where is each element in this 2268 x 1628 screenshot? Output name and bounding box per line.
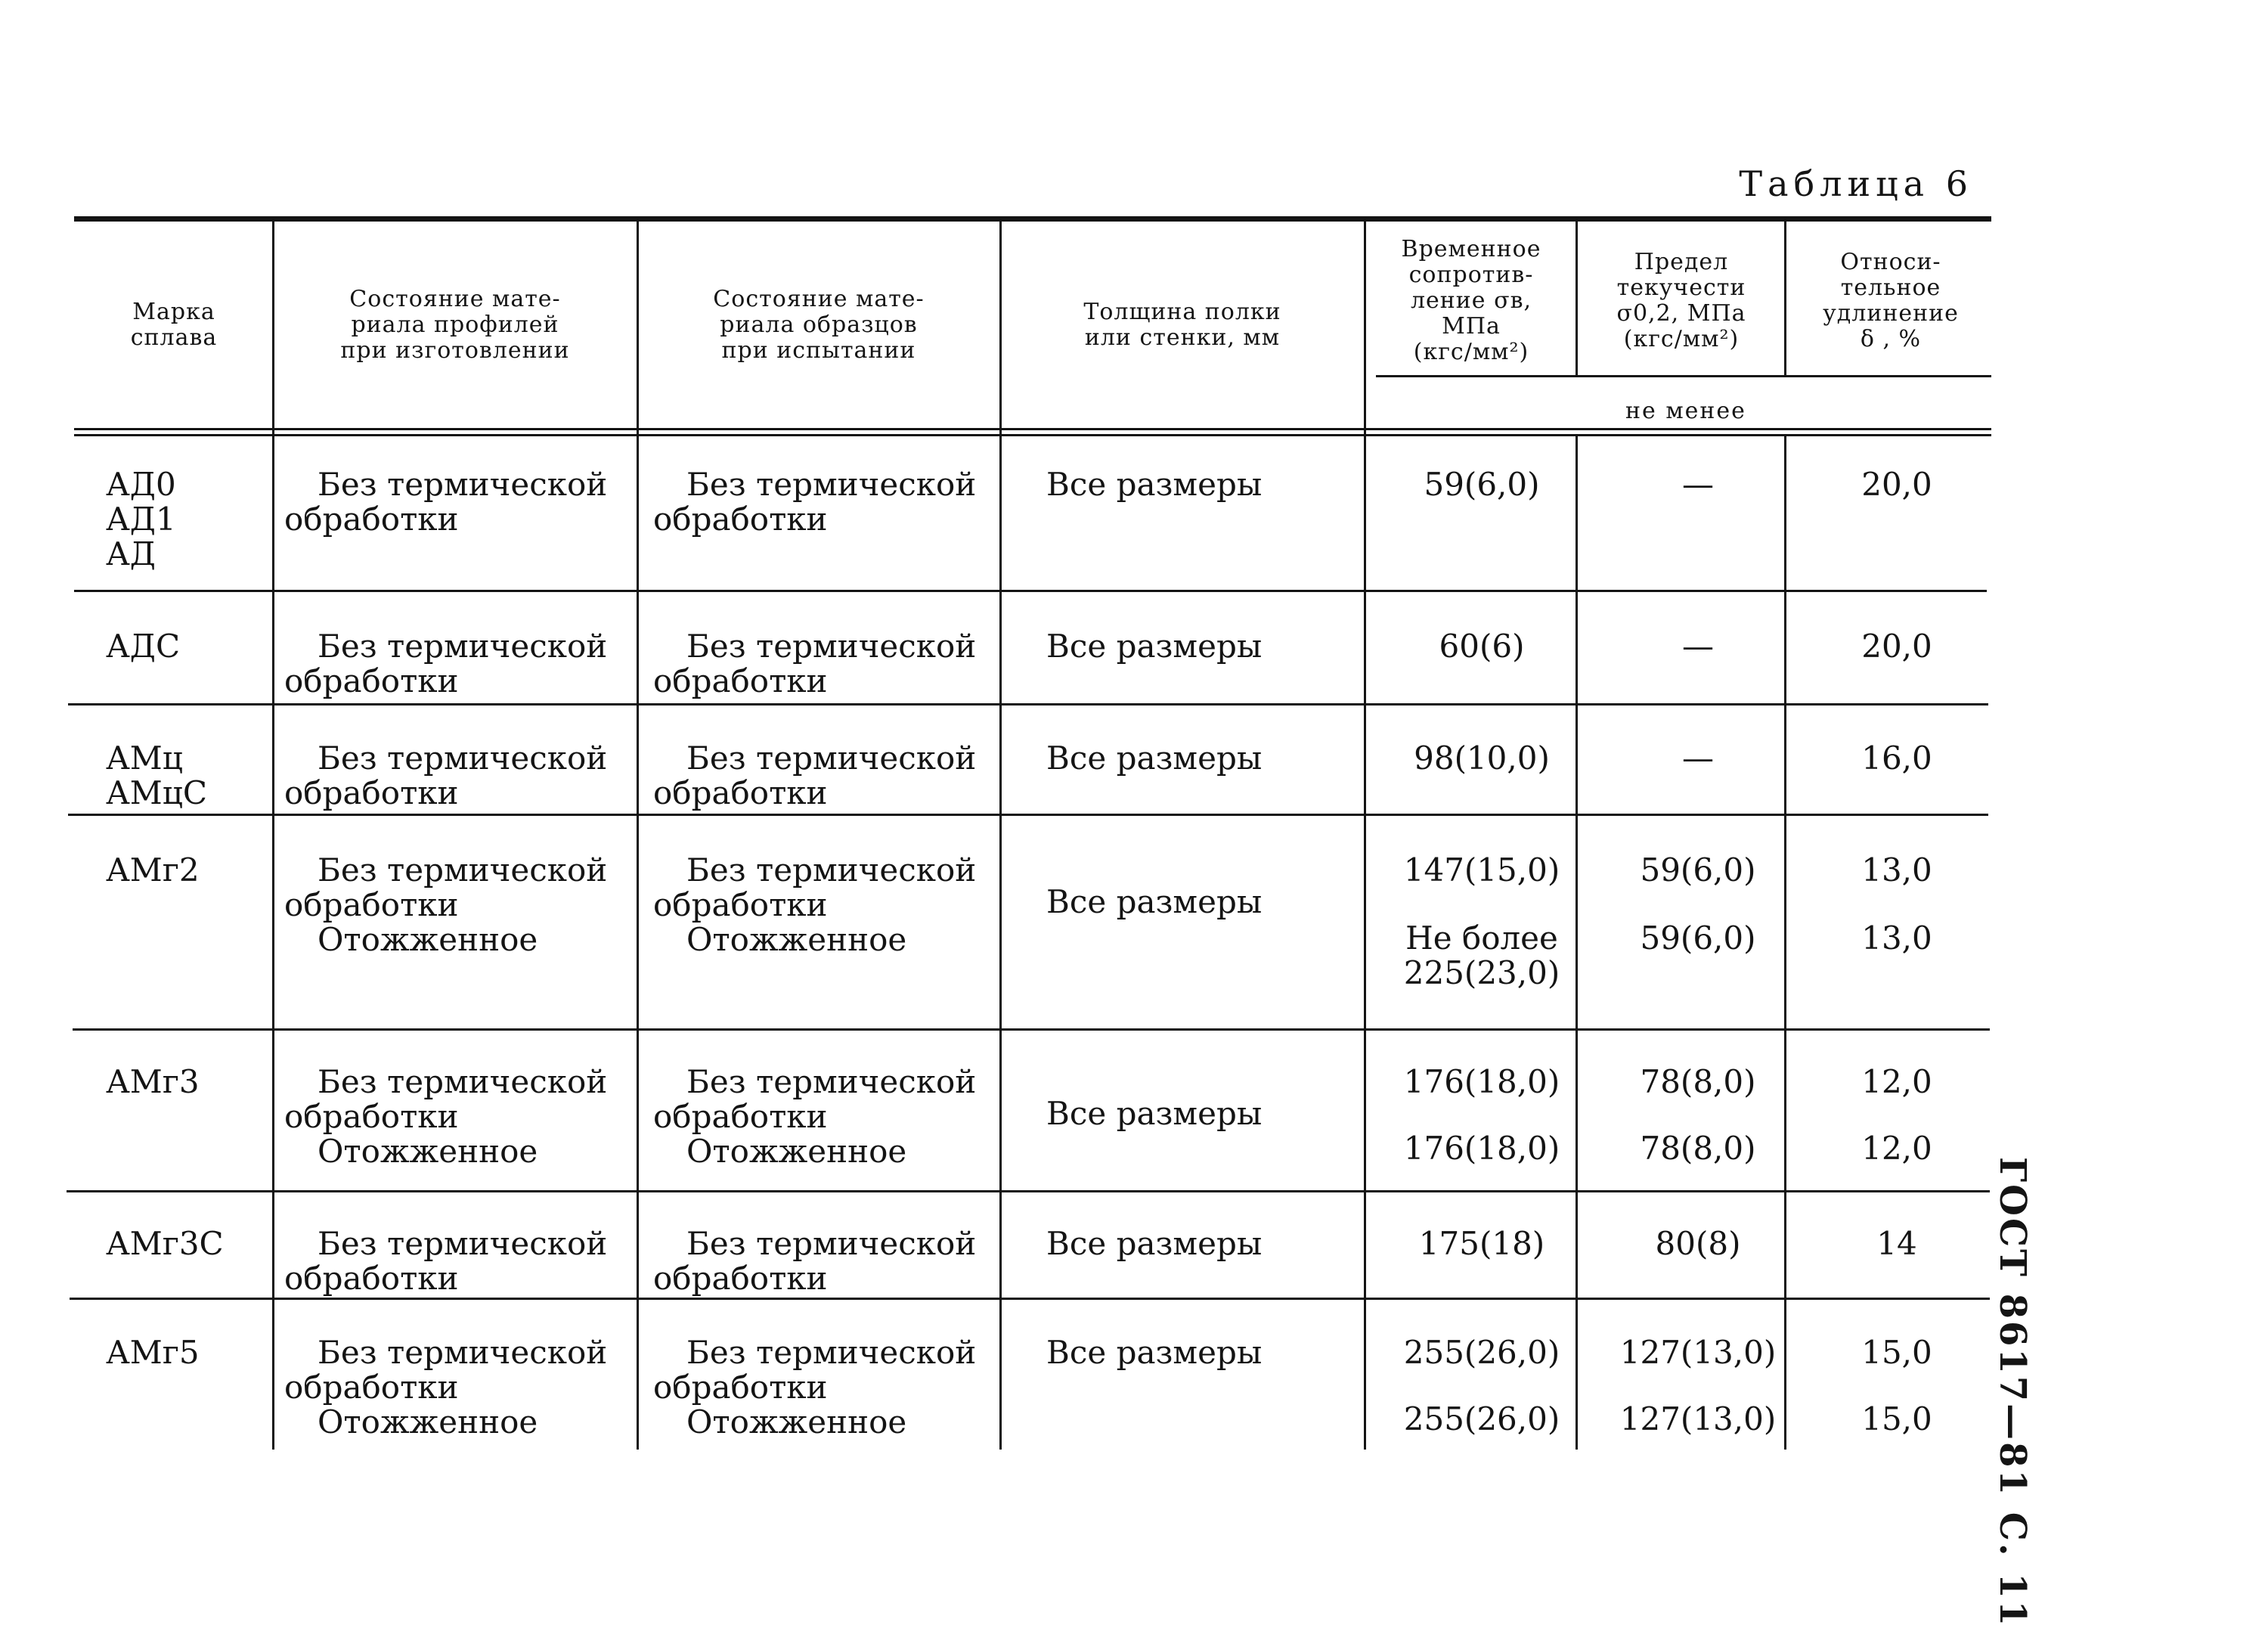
header-thickness: Толщина полки или стенки, мм bbox=[1083, 299, 1281, 351]
row-divider bbox=[74, 590, 1987, 592]
cell-tensile-strength: 176(18,0) 176(18,0) bbox=[1403, 1063, 1560, 1167]
column-divider bbox=[1364, 221, 1366, 1450]
header-subheader: не менее bbox=[1625, 398, 1746, 424]
cell-elongation: 14 bbox=[1876, 1225, 1917, 1262]
cell-grade: АМг2 bbox=[106, 851, 200, 888]
row-divider bbox=[70, 1298, 1990, 1300]
header-elongation: Относи- тельное удлинение δ , % bbox=[1823, 249, 1959, 352]
page-side-label: ГОСТ 8617—81 С. 11 bbox=[1991, 1157, 2034, 1628]
cell-state-manufacture: Без термической обработки Отожженное bbox=[284, 1334, 608, 1440]
cell-state-manufacture: Без термической обработки bbox=[284, 1225, 608, 1297]
cell-yield-strength: 127(13,0) 127(13,0) bbox=[1619, 1334, 1777, 1437]
header-bottom-rule bbox=[74, 428, 1991, 430]
cell-yield-strength: — bbox=[1682, 628, 1714, 665]
column-divider bbox=[999, 221, 1002, 1450]
cell-grade: АМц АМцС bbox=[106, 740, 207, 811]
cell-tensile-strength: 98(10,0) bbox=[1414, 740, 1550, 777]
cell-state-testing: Без термической обработки Отожженное bbox=[653, 1334, 977, 1440]
cell-elongation: 15,0 15,0 bbox=[1861, 1334, 1932, 1437]
cell-yield-strength: — bbox=[1682, 466, 1714, 503]
header-bottom-rule-2 bbox=[74, 434, 1991, 436]
cell-state-manufacture: Без термической обработки Отожженное bbox=[284, 851, 608, 958]
row-divider bbox=[73, 1028, 1990, 1031]
header-yield-strength: Предел текучести σ0,2, МПа (кгс/мм²) bbox=[1616, 249, 1746, 352]
table-top-rule bbox=[74, 216, 1991, 222]
cell-state-manufacture: Без термической обработки bbox=[284, 740, 608, 811]
cell-state-testing: Без термической обработки bbox=[653, 740, 977, 811]
cell-thickness: Все размеры bbox=[1046, 1334, 1263, 1371]
cell-yield-strength: 59(6,0) 59(6,0) bbox=[1640, 851, 1756, 957]
cell-grade: АД0 АД1 АД bbox=[106, 466, 176, 572]
cell-thickness: Все размеры bbox=[1046, 628, 1263, 665]
cell-tensile-strength: 59(6,0) bbox=[1424, 466, 1540, 503]
cell-state-testing: Без термической обработки bbox=[653, 466, 977, 538]
cell-elongation: 12,0 12,0 bbox=[1861, 1063, 1932, 1167]
cell-tensile-strength: 147(15,0) Не более 225(23,0) bbox=[1403, 851, 1560, 991]
table-caption: Таблица 6 bbox=[1739, 163, 1973, 204]
header-tensile-strength: Временное сопротив- ление σв, МПа (кгс/мм²) bbox=[1401, 236, 1541, 365]
cell-thickness: Все размеры bbox=[1046, 466, 1263, 503]
cell-state-testing: Без термической обработки Отожженное bbox=[653, 851, 977, 958]
column-divider bbox=[637, 221, 639, 1450]
cell-yield-strength: — bbox=[1682, 740, 1714, 777]
cell-elongation: 20,0 bbox=[1861, 466, 1932, 503]
column-divider bbox=[1784, 221, 1786, 377]
header-grade: Марка сплава bbox=[130, 299, 218, 351]
header-state-manufacture: Состояние мате- риала профилей при изготовлении bbox=[340, 286, 570, 364]
cell-yield-strength: 80(8) bbox=[1655, 1225, 1741, 1262]
cell-grade: АМг5 bbox=[106, 1334, 200, 1371]
cell-thickness: Все размеры bbox=[1046, 1225, 1263, 1262]
cell-state-testing: Без термической обработки bbox=[653, 628, 977, 699]
cell-state-testing: Без термической обработки bbox=[653, 1225, 977, 1297]
cell-grade: АДС bbox=[106, 628, 181, 665]
cell-state-manufacture: Без термической обработки bbox=[284, 628, 608, 699]
cell-elongation: 16,0 bbox=[1861, 740, 1932, 777]
cell-grade: АМг3С bbox=[106, 1225, 224, 1262]
cell-state-manufacture: Без термической обработки Отожженное bbox=[284, 1063, 608, 1170]
cell-thickness: Все размеры bbox=[1046, 1095, 1263, 1132]
row-divider bbox=[68, 814, 1988, 816]
row-divider bbox=[68, 703, 1988, 705]
cell-tensile-strength: 255(26,0) 255(26,0) bbox=[1403, 1334, 1560, 1437]
column-divider bbox=[272, 221, 274, 1450]
cell-elongation: 13,0 13,0 bbox=[1861, 851, 1932, 957]
cell-tensile-strength: 175(18) bbox=[1418, 1225, 1545, 1262]
cell-elongation: 20,0 bbox=[1861, 628, 1932, 665]
cell-state-testing: Без термической обработки Отожженное bbox=[653, 1063, 977, 1170]
cell-thickness: Все размеры bbox=[1046, 883, 1263, 920]
header-subrule bbox=[1376, 375, 1991, 377]
column-divider bbox=[1576, 221, 1578, 377]
cell-state-manufacture: Без термической обработки bbox=[284, 466, 608, 538]
row-divider bbox=[67, 1190, 1990, 1192]
cell-yield-strength: 78(8,0) 78(8,0) bbox=[1640, 1063, 1756, 1167]
header-state-testing: Состояние мате- риала образцов при испытании bbox=[713, 286, 925, 364]
cell-tensile-strength: 60(6) bbox=[1439, 628, 1525, 665]
cell-grade: АМг3 bbox=[106, 1063, 200, 1100]
cell-thickness: Все размеры bbox=[1046, 740, 1263, 777]
